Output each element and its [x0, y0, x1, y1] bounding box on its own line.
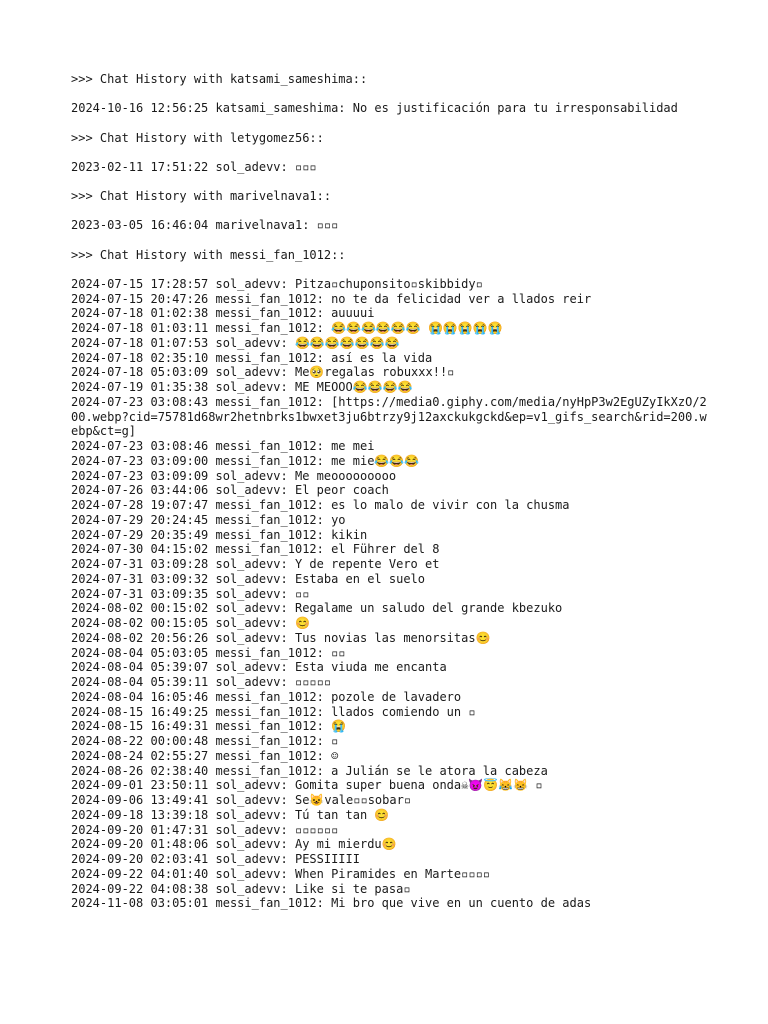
chat-message: 2024-07-15 20:47:26 messi_fan_1012: no te da felicidad ver a llados reir	[71, 291, 592, 306]
chat-message: 2024-08-02 00:15:05 sol_adevv: 😊	[71, 616, 310, 630]
chat-message: 2024-08-04 05:39:11 sol_adevv: ▫▫▫▫▫	[71, 675, 332, 689]
chat-message: 2024-09-22 04:08:38 sol_adevv: Like si te pasa▫	[71, 881, 411, 896]
chat-message: 2024-07-18 01:03:11 messi_fan_1012: 😂😂😂😂😂😂 😭😭😭😭😭	[71, 321, 503, 335]
chat-message: 2024-09-01 23:50:11 sol_adevv: Gomita super buena onda☠😈😇😹😸 ▫	[71, 778, 543, 793]
chat-message: 2024-08-04 16:05:46 messi_fan_1012: pozole de lavadero	[71, 689, 462, 704]
chat-message: 2024-07-31 03:09:35 sol_adevv: ▫▫	[71, 586, 310, 601]
chat-message: 2024-07-31 03:09:28 sol_adevv: Y de repente Vero et	[71, 557, 440, 571]
chat-message: 2024-08-24 02:55:27 messi_fan_1012: ☺	[71, 748, 339, 763]
chat-message: 2024-09-20 02:03:41 sol_adevv: PESSIIIII	[71, 852, 360, 866]
chat-section-header: >>> Chat History with marivelnava1::	[71, 189, 332, 203]
chat-message: 2024-10-16 12:56:25 katsami_sameshima: No es justificación para tu irresponsabilidad	[71, 101, 678, 116]
chat-message: 2024-08-04 05:03:05 messi_fan_1012: ▫▫	[71, 645, 346, 660]
chat-message: 2023-03-05 16:46:04 marivelnava1: ▫▫▫	[71, 218, 339, 233]
chat-message: 2024-08-04 05:39:07 sol_adevv: Esta viuda me encanta	[71, 660, 447, 675]
chat-message: 2024-07-28 19:07:47 messi_fan_1012: es lo malo de vivir con la chusma	[71, 498, 570, 512]
chat-message: 2024-09-20 01:47:31 sol_adevv: ▫▫▫▫▫▫	[71, 822, 339, 837]
chat-message: 2024-07-15 17:28:57 sol_adevv: Pitza▫chuponsito▫skibbidy▫	[71, 276, 483, 291]
chat-message: 2024-08-22 00:00:48 messi_fan_1012: ▫	[71, 734, 339, 748]
chat-message: 2024-07-18 01:07:53 sol_adevv: 😂😂😂😂😂😂😂	[71, 335, 400, 350]
chat-message: 2024-09-06 13:49:41 sol_adevv: Se😺vale▫▫sobar▫	[71, 793, 412, 807]
chat-section	[71, 131, 711, 175]
chat-message: 2024-07-26 03:44:06 sol_adevv: El peor coach	[71, 483, 389, 498]
chat-message: 2024-07-18 05:03:09 sol_adevv: Me🥺regalas robuxxx!!▫	[71, 365, 455, 380]
chat-section-header: >>> Chat History with katsami_sameshima::	[71, 72, 368, 86]
chat-message: 2024-07-29 20:24:45 messi_fan_1012: yo	[71, 512, 346, 527]
chat-message: 2024-07-29 20:35:49 messi_fan_1012: kikin	[71, 527, 368, 542]
chat-section-header: >>> Chat History with messi_fan_1012::	[71, 247, 346, 262]
chat-history-document	[71, 72, 711, 911]
chat-message: 2024-07-23 03:08:43 messi_fan_1012: [https://media0.giphy.com/media/nyHpP3w2EgUZyIkXzO/200.webp?cid=75781d68wr2hetnbrks1bwxet3ju6btrzy9j12axckukgckd&ep=v1_gifs_search&rid=200.webp&ct=g]	[71, 394, 707, 439]
chat-message: 2024-08-02 20:56:26 sol_adevv: Tus novias las menorsitas😊	[71, 630, 491, 645]
chat-message: 2024-08-15 16:49:25 messi_fan_1012: llados comiendo un ▫	[71, 704, 476, 719]
chat-section	[71, 189, 711, 233]
chat-message: 2023-02-11 17:51:22 sol_adevv: ▫▫▫	[71, 159, 317, 174]
chat-section-header: >>> Chat History with letygomez56::	[71, 130, 324, 145]
chat-message: 2024-07-18 02:35:10 messi_fan_1012: así es la vida	[71, 350, 433, 365]
chat-message: 2024-07-23 03:08:46 messi_fan_1012: me mei	[71, 439, 375, 453]
chat-section	[71, 72, 711, 116]
chat-message: 2024-11-08 03:05:01 messi_fan_1012: Mi bro que vive en un cuento de adas	[71, 896, 592, 911]
chat-message: 2024-08-15 16:49:31 messi_fan_1012: 😭	[71, 719, 347, 734]
chat-message: 2024-09-18 13:39:18 sol_adevv: Tú tan tan 😊	[71, 807, 390, 822]
chat-message: 2024-07-19 01:35:38 sol_adevv: ME MEOOO😂😂😂😂	[71, 380, 413, 394]
chat-message: 2024-07-23 03:09:00 messi_fan_1012: me mie😂😂😂	[71, 453, 420, 468]
chat-message: 2024-07-31 03:09:32 sol_adevv: Estaba en el suelo	[71, 571, 426, 586]
chat-message: 2024-07-23 03:09:09 sol_adevv: Me meooooooooo	[71, 468, 397, 483]
chat-message: 2024-07-30 04:15:02 messi_fan_1012: el Führer del 8	[71, 542, 440, 557]
chat-message: 2024-08-02 00:15:02 sol_adevv: Regalame un saludo del grande kbezuko	[71, 601, 563, 616]
chat-message: 2024-08-26 02:38:40 messi_fan_1012: a Julián se le atora la cabeza	[71, 763, 548, 778]
chat-message: 2024-07-18 01:02:38 messi_fan_1012: auuuui	[71, 306, 375, 321]
chat-section	[71, 248, 711, 912]
chat-message: 2024-09-20 01:48:06 sol_adevv: Ay mi mierdu😊	[71, 837, 397, 852]
chat-message: 2024-09-22 04:01:40 sol_adevv: When Piramides en Marte▫▫▫▫	[71, 866, 491, 881]
